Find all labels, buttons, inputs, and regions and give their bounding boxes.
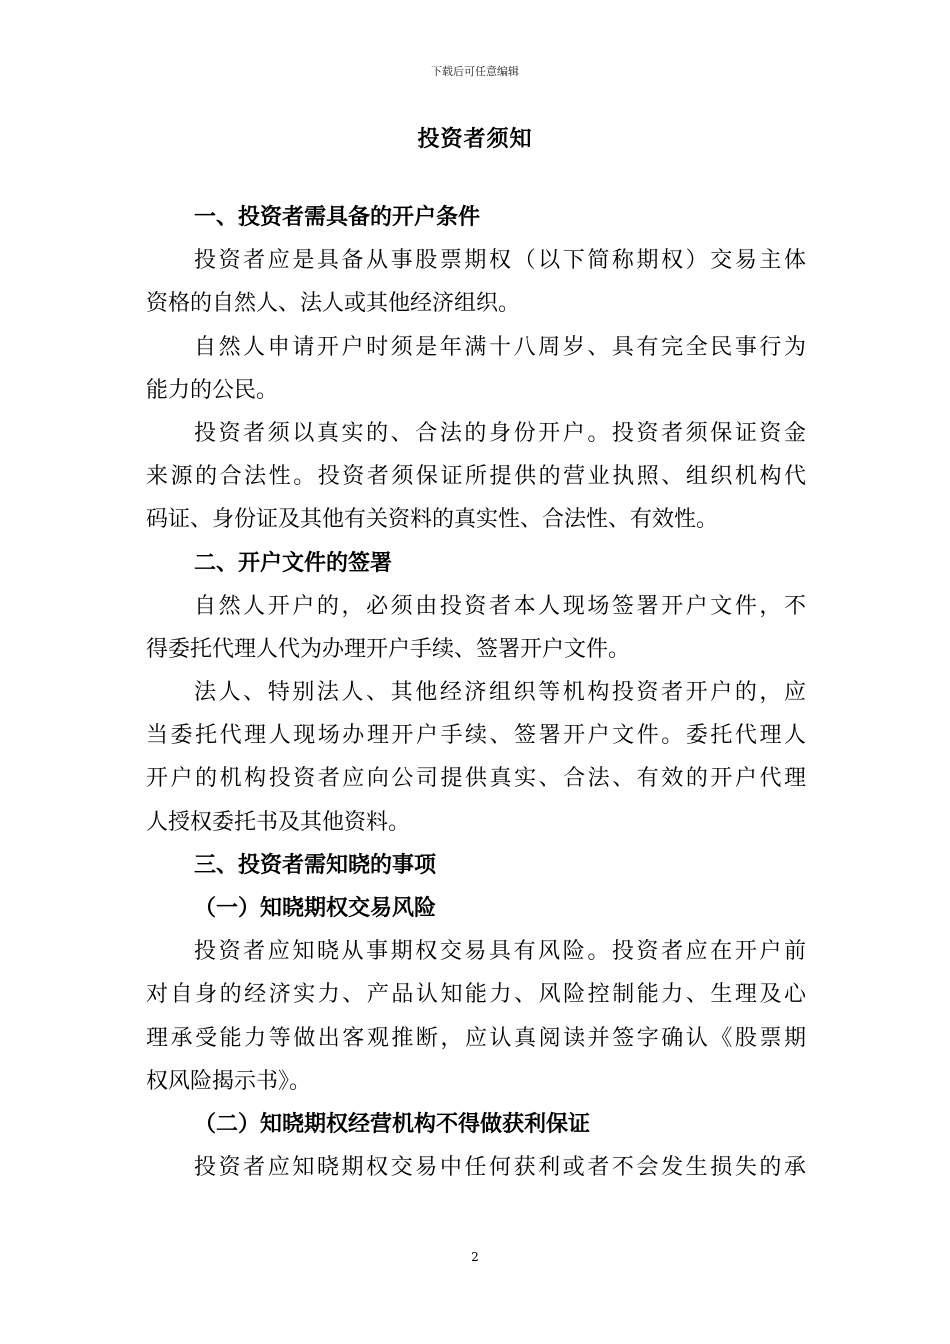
paragraph-line: 法人、特别法人、其他经济组织等机构投资者开户的，应	[194, 680, 806, 706]
paragraph-line: 当委托代理人现场办理开户手续、签署开户文件。委托代理人	[146, 723, 806, 749]
paragraph-line: 来源的合法性。投资者须保证所提供的营业执照、组织机构代	[146, 464, 806, 490]
paragraph-line: 投资者应知晓从事期权交易具有风险。投资者应在开户前	[194, 939, 806, 965]
section-heading-line: （一）知晓期权交易风险	[194, 895, 437, 921]
paragraph-line: 自然人申请开户时须是年满十八周岁、具有完全民事行为	[194, 334, 806, 360]
paragraph-line: 投资者须以真实的、合法的身份开户。投资者须保证资金	[194, 420, 806, 446]
paragraph-line: 资格的自然人、法人或其他经济组织。	[146, 291, 521, 317]
paragraph-line: 自然人开户的，必须由投资者本人现场签署开户文件，不	[194, 593, 806, 619]
section-heading-line: 一、投资者需具备的开户条件	[194, 204, 481, 230]
paragraph-line: 开户的机构投资者应向公司提供真实、合法、有效的开户代理	[146, 766, 806, 792]
header-note: 下载后可任意编辑	[431, 65, 519, 78]
section-heading-line: （二）知晓期权经营机构不得做获利保证	[194, 1110, 591, 1137]
paragraph-line: 投资者应是具备从事股票期权（以下简称期权）交易主体	[194, 248, 806, 274]
paragraph-line: 权风险揭示书》。	[146, 1068, 312, 1094]
paragraph-line: 投资者应知晓期权交易中任何获利或者不会发生损失的承	[194, 1155, 806, 1181]
paragraph-line: 码证、身份证及其他有关资料的真实性、合法性、有效性。	[146, 507, 719, 533]
document-title: 投资者须知	[417, 126, 533, 152]
page-number: 2	[471, 1250, 479, 1264]
paragraph-line: 理承受能力等做出客观推断，应认真阅读并签字确认《股票期	[146, 1025, 806, 1051]
section-heading-line: 三、投资者需知晓的事项	[194, 851, 437, 878]
paragraph-line: 能力的公民。	[146, 377, 279, 403]
paragraph-line: 人授权委托书及其他资料。	[146, 809, 411, 835]
document-body	[146, 196, 806, 1189]
section-heading-line: 二、开户文件的签署	[194, 549, 393, 576]
paragraph-line: 得委托代理人代为办理开户手续、签署开户文件。	[146, 636, 631, 662]
paragraph-line: 对自身的经济实力、产品认知能力、风险控制能力、生理及心	[146, 982, 806, 1008]
